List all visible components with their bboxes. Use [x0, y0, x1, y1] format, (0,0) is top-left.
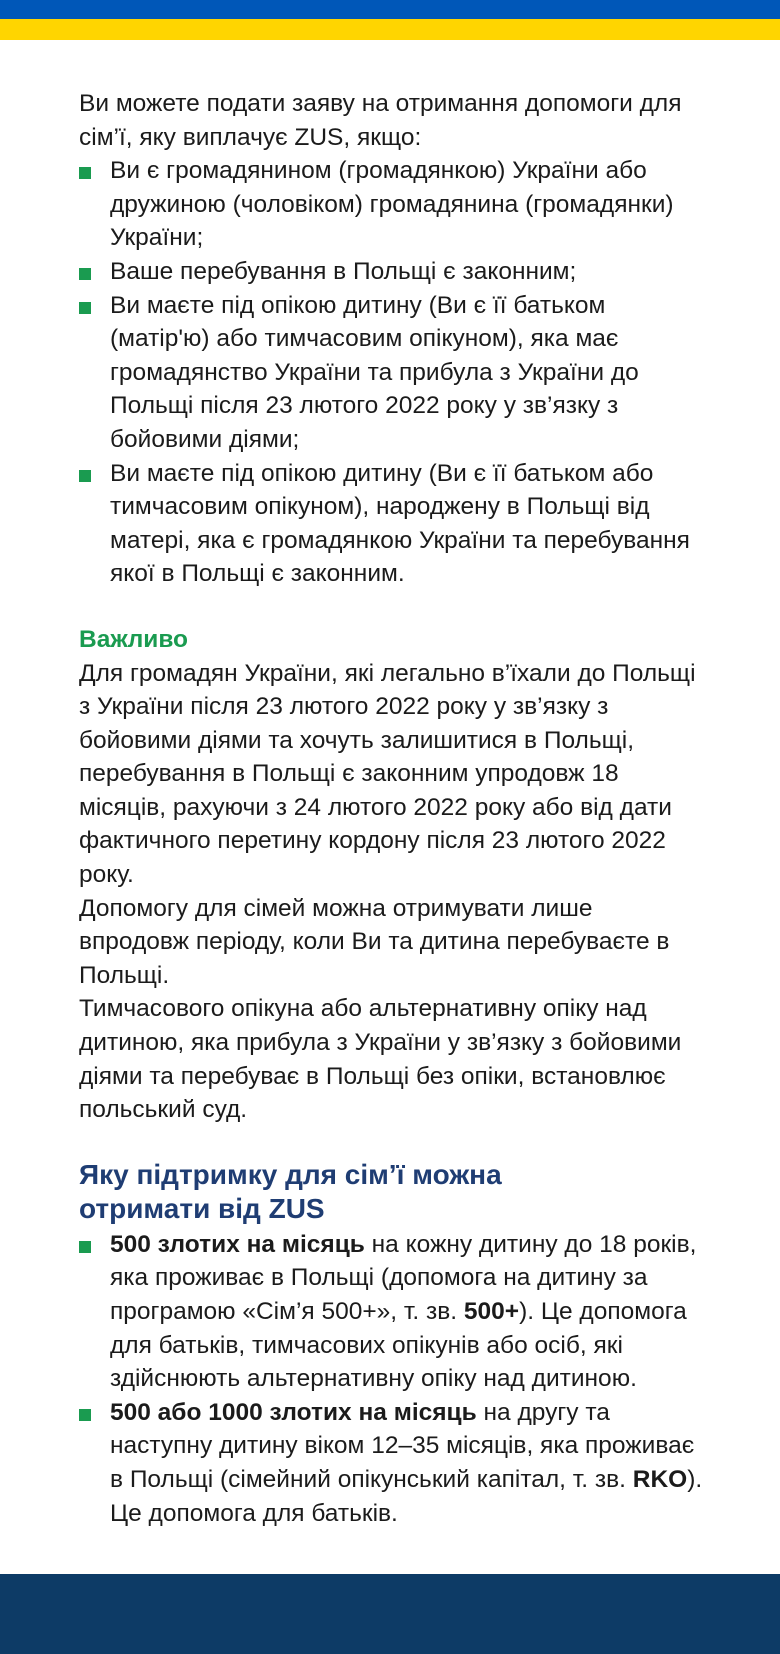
important-section: [79, 623, 709, 1127]
green-square-bullet-icon: [79, 1409, 91, 1421]
eligibility-list: [79, 154, 709, 591]
benefit-text: на кожну дитину до 18 років, яка проживає в Польщі (допомога на дитину за програмою «Сім’я 500+», т. зв.: [110, 1230, 697, 1325]
benefit-amount: 500 злотих на місяць: [110, 1230, 365, 1258]
important-heading: Важливо: [79, 625, 189, 653]
important-paragraph: Допомогу для сімей можна отримувати лише впродовж періоду, коли Ви та дитина перебуваєте в Польщі.: [79, 894, 670, 989]
list-item-text: Ви маєте під опікою дитину (Ви є її батьком або тимчасовим опікуном), народжену в Польщі від матері, яка є громадянкою України та перебування якої в Польщі є законним.: [110, 459, 690, 588]
flag-stripe-yellow: [0, 19, 780, 40]
important-paragraph: Для громадян України, які легально в’їхали до Польщі з України після 23 лютого 2022 року у зв’язку з бойовими діями та хочуть залишитися в Польщі, перебування в Польщі є законним упродовж 18 місяців, рахуючи з 24 лютого 2022 року або від дати фактичного перетину кордону після 23 лютого 2022 року.: [79, 659, 696, 889]
list-item: [79, 1228, 709, 1396]
footer-band: [0, 1574, 780, 1654]
list-item: [79, 1396, 709, 1530]
green-square-bullet-icon: [79, 470, 91, 482]
list-item-text: Ви є громадянином (громадянкою) України або дружиною (чоловіком) громадянина (громадянки) України;: [110, 157, 674, 252]
list-item-text: Ви маєте під опікою дитину (Ви є її батьком (матір'ю) або тимчасовим опікуном), яка має громадянство України та прибула з України до Польщі після 23 лютого 2022 року у зв’язку з бойовими діями;: [110, 291, 639, 453]
eligibility-intro: Ви можете подати заяву на отримання допомоги для сім’ї, яку виплачує ZUS, якщо:: [79, 90, 682, 151]
support-heading: [79, 1158, 709, 1226]
benefit-program-name: 500+: [463, 1298, 520, 1325]
benefit-text: ). Це допомога для батьків, тимчасових опікунів або осіб, які здійснюють альтернативну опіку над дитиною.: [110, 1298, 687, 1393]
list-item-text: Ваше перебування в Польщі є законним;: [110, 257, 577, 285]
benefit-text: на другу та наступну дитину віком 12–35 місяців, яка проживає в Польщі (сімейний опікунський капітал, т. зв.: [110, 1398, 695, 1493]
benefit-program-name: RKO: [632, 1465, 688, 1493]
flag-stripe-blue: [0, 0, 780, 19]
support-heading-line: отримати від ZUS: [79, 1192, 325, 1224]
green-square-bullet-icon: [79, 1241, 91, 1253]
support-heading-line: Яку підтримку для сім’ї можна: [79, 1158, 502, 1190]
green-square-bullet-icon: [79, 167, 91, 179]
list-item: [79, 289, 709, 457]
support-section: [79, 1158, 709, 1530]
benefit-amount: 500 або 1000 злотих на місяць: [110, 1398, 477, 1426]
leaflet-content: [79, 87, 709, 1530]
green-square-bullet-icon: [79, 302, 91, 314]
list-item: [79, 255, 709, 289]
support-list: [79, 1228, 709, 1530]
important-paragraph: Тимчасового опікуна або альтернативну опіку над дитиною, яка прибула з України у зв’язку з бойовими діями та перебуває в Польщі без опіки, встановлює польський суд.: [79, 995, 682, 1124]
eligibility-section: [79, 87, 709, 591]
list-item: [79, 457, 709, 591]
green-square-bullet-icon: [79, 268, 91, 280]
benefit-text: ). Це допомога для батьків.: [110, 1465, 703, 1527]
list-item: [79, 154, 709, 255]
